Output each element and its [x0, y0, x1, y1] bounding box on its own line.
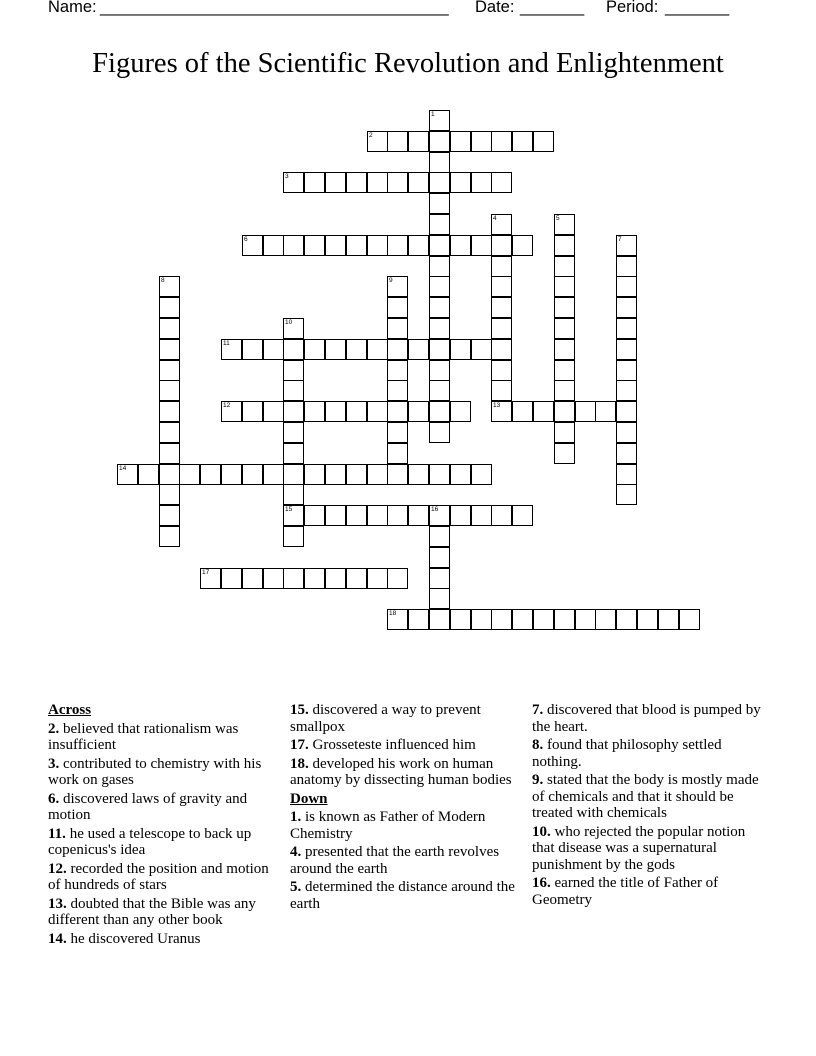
clue-across-13: 13. doubted that the Bible was any different than any other book	[48, 895, 256, 928]
crossword-cell[interactable]	[450, 505, 471, 526]
crossword-cell[interactable]	[387, 318, 408, 339]
crossword-cell[interactable]	[159, 339, 180, 360]
crossword-cell[interactable]	[283, 464, 304, 485]
crossword-cell[interactable]	[429, 256, 450, 277]
crossword-cell[interactable]	[471, 235, 492, 256]
clue-down-5: 5. determined the distance around the earth	[290, 879, 515, 912]
crossword-cell[interactable]	[263, 235, 284, 256]
clue-down-1: 1. is known as Father of Modern Chemistry	[290, 809, 486, 842]
crossword-cell[interactable]	[263, 568, 284, 589]
crossword-cell[interactable]	[283, 526, 304, 547]
crossword-cell[interactable]	[429, 401, 450, 422]
crossword-cell[interactable]	[367, 339, 388, 360]
crossword-cell[interactable]	[595, 401, 616, 422]
crossword-cell[interactable]	[554, 443, 575, 464]
crossword-cell[interactable]	[346, 235, 367, 256]
clue-across-11: 11. he used a telescope to back up copenicus's idea	[48, 825, 252, 858]
clue-number: 1	[431, 111, 435, 118]
crossword-cell[interactable]	[533, 609, 554, 630]
crossword-cell[interactable]	[616, 464, 637, 485]
crossword-cell[interactable]	[491, 360, 512, 381]
crossword-cell[interactable]	[429, 380, 450, 401]
crossword-cell[interactable]	[450, 235, 471, 256]
crossword-cell[interactable]	[616, 401, 637, 422]
crossword-cell[interactable]	[408, 172, 429, 193]
crossword-cell[interactable]	[554, 360, 575, 381]
crossword-cell[interactable]	[491, 131, 512, 152]
page-title: Figures of the Scientific Revolution and Enlightenment	[92, 48, 724, 79]
crossword-cell[interactable]	[387, 609, 408, 630]
crossword-cell[interactable]	[512, 235, 533, 256]
crossword-cell[interactable]	[346, 401, 367, 422]
crossword-cell[interactable]	[429, 152, 450, 173]
crossword-cell[interactable]	[283, 380, 304, 401]
crossword-cell[interactable]	[491, 297, 512, 318]
clue-down-9: 9. stated that the body is mostly made of chemicals and that it should be treated with chemicals	[532, 772, 759, 821]
crossword-cell[interactable]	[387, 380, 408, 401]
clue-down-7: 7. discovered that blood is pumped by the heart.	[532, 702, 761, 735]
crossword-cell[interactable]	[283, 401, 304, 422]
crossword-cell[interactable]	[325, 235, 346, 256]
clue-down-4: 4. presented that the earth revolves around the earth	[290, 844, 500, 877]
clue-number: 4	[493, 215, 497, 222]
crossword-cell[interactable]	[221, 401, 242, 422]
crossword-cell[interactable]	[429, 297, 450, 318]
crossword-cell[interactable]	[471, 609, 492, 630]
crossword-cell[interactable]	[283, 505, 304, 526]
crossword-cell[interactable]	[242, 339, 263, 360]
clue-number: 18	[389, 610, 397, 617]
crossword-cell[interactable]	[471, 131, 492, 152]
crossword-cell[interactable]	[346, 464, 367, 485]
clue-down-10: 10. who rejected the popular notion that disease was a supernatural punishment by the gods	[532, 823, 746, 873]
clue-number: 11	[223, 340, 230, 347]
crossword-cell[interactable]	[325, 172, 346, 193]
crossword-cell[interactable]	[387, 568, 408, 589]
crossword-cell[interactable]	[491, 339, 512, 360]
crossword-cell[interactable]	[450, 172, 471, 193]
crossword-cell[interactable]	[304, 464, 325, 485]
crossword-cell[interactable]	[616, 609, 637, 630]
crossword-cell[interactable]	[491, 401, 512, 422]
clue-number: 8	[161, 277, 165, 284]
crossword-cell[interactable]	[159, 443, 180, 464]
crossword-cell[interactable]	[367, 172, 388, 193]
clue-across-6: 6. discovered laws of gravity and motion	[48, 790, 248, 823]
crossword-cell[interactable]	[429, 110, 450, 131]
crossword-cell[interactable]	[367, 235, 388, 256]
crossword-cell[interactable]	[159, 526, 180, 547]
period-label: Period:	[606, 0, 659, 16]
clue-number: 15	[285, 506, 293, 513]
crossword-cell[interactable]	[367, 464, 388, 485]
crossword-cell[interactable]	[429, 547, 450, 568]
crossword-cell[interactable]	[408, 401, 429, 422]
crossword-cell[interactable]	[221, 464, 242, 485]
crossword-cell[interactable]	[616, 339, 637, 360]
crossword-cell[interactable]	[304, 568, 325, 589]
down-heading: Down	[290, 790, 328, 807]
crossword-cell[interactable]	[325, 339, 346, 360]
clue-number: 5	[556, 215, 560, 222]
crossword-cell[interactable]	[221, 339, 242, 360]
clues-column-2	[290, 702, 526, 914]
crossword-cell[interactable]	[283, 339, 304, 360]
crossword-cell[interactable]	[512, 131, 533, 152]
crossword-cell[interactable]	[304, 505, 325, 526]
clue-across-14: 14. he discovered Uranus	[48, 930, 201, 947]
crossword-cell[interactable]	[554, 276, 575, 297]
crossword-cell[interactable]	[304, 339, 325, 360]
crossword-cell[interactable]	[429, 588, 450, 609]
crossword-cell[interactable]	[471, 464, 492, 485]
crossword-cell[interactable]	[408, 131, 429, 152]
crossword-cell[interactable]	[346, 172, 367, 193]
crossword-cell[interactable]	[429, 464, 450, 485]
crossword-cell[interactable]	[408, 609, 429, 630]
crossword-cell[interactable]	[200, 568, 221, 589]
clue-number: 10	[285, 319, 293, 326]
name-label: Name:	[48, 0, 97, 16]
crossword-cell[interactable]	[429, 609, 450, 630]
crossword-cell[interactable]	[138, 464, 159, 485]
crossword-cell[interactable]	[471, 172, 492, 193]
crossword-cell[interactable]	[533, 131, 554, 152]
crossword-cell[interactable]	[491, 609, 512, 630]
crossword-cell[interactable]	[616, 276, 637, 297]
date-blank[interactable]: _______	[520, 0, 585, 16]
crossword-cell[interactable]	[429, 360, 450, 381]
clue-number: 17	[202, 569, 210, 576]
crossword-cell[interactable]	[450, 401, 471, 422]
crossword-cell[interactable]	[367, 568, 388, 589]
across-heading: Across	[48, 702, 92, 718]
crossword-cell[interactable]	[242, 464, 263, 485]
crossword-cell[interactable]	[387, 505, 408, 526]
crossword-cell[interactable]	[512, 401, 533, 422]
crossword-cell[interactable]	[491, 235, 512, 256]
crossword-cell[interactable]	[159, 318, 180, 339]
crossword-cell[interactable]	[554, 318, 575, 339]
crossword-cell[interactable]	[325, 401, 346, 422]
clue-down-16: 16. earned the title of Father of Geometry	[532, 875, 719, 908]
crossword-cell[interactable]	[283, 172, 304, 193]
crossword-cell[interactable]	[616, 422, 637, 443]
crossword-cell[interactable]	[554, 339, 575, 360]
crossword-cell[interactable]	[429, 318, 450, 339]
crossword-cell[interactable]	[283, 443, 304, 464]
crossword-cell[interactable]	[554, 422, 575, 443]
crossword-cell[interactable]	[367, 401, 388, 422]
crossword-cell[interactable]	[491, 172, 512, 193]
crossword-cell[interactable]	[159, 464, 180, 485]
crossword-cell[interactable]	[117, 464, 138, 485]
crossword-cell[interactable]	[533, 401, 554, 422]
crossword-cell[interactable]	[283, 422, 304, 443]
clue-number: 12	[223, 402, 231, 409]
crossword-cell[interactable]	[429, 505, 450, 526]
crossword-cell[interactable]	[283, 235, 304, 256]
crossword-cell[interactable]	[325, 505, 346, 526]
crossword-cell[interactable]	[325, 464, 346, 485]
crossword-cell[interactable]	[429, 339, 450, 360]
clue-across-15: 15. discovered a way to prevent smallpox	[290, 702, 481, 735]
crossword-cell[interactable]	[408, 339, 429, 360]
crossword-cell[interactable]	[575, 609, 596, 630]
crossword-cell[interactable]	[387, 339, 408, 360]
crossword-cell[interactable]	[242, 568, 263, 589]
crossword-cell[interactable]	[387, 360, 408, 381]
crossword-cell[interactable]	[471, 339, 492, 360]
crossword-cell[interactable]	[616, 360, 637, 381]
crossword-cell[interactable]	[346, 339, 367, 360]
crossword-cell[interactable]	[429, 131, 450, 152]
clue-number: 16	[431, 506, 439, 513]
clue-across-17: 17. Grosseteste influenced him	[290, 737, 476, 753]
crossword-cell[interactable]	[616, 443, 637, 464]
crossword-cell[interactable]	[221, 568, 242, 589]
crossword-cell[interactable]	[616, 318, 637, 339]
crossword-cell[interactable]	[283, 360, 304, 381]
crossword-cell[interactable]	[304, 235, 325, 256]
clues-column-1	[48, 702, 284, 949]
crossword-cell[interactable]	[491, 276, 512, 297]
crossword-cell[interactable]	[242, 235, 263, 256]
crossword-cell[interactable]	[491, 505, 512, 526]
crossword-cell[interactable]	[554, 235, 575, 256]
crossword-cell[interactable]	[616, 484, 637, 505]
crossword-cell[interactable]	[595, 609, 616, 630]
clues-column-3	[532, 702, 768, 910]
crossword-cell[interactable]	[387, 443, 408, 464]
clue-number: 2	[369, 132, 373, 139]
crossword-cell[interactable]	[325, 568, 346, 589]
crossword-cell[interactable]	[159, 380, 180, 401]
crossword-cell[interactable]	[429, 235, 450, 256]
crossword-cell[interactable]	[429, 172, 450, 193]
crossword-cell[interactable]	[367, 505, 388, 526]
crossword-cell[interactable]	[554, 297, 575, 318]
crossword-cell[interactable]	[346, 505, 367, 526]
crossword-cell[interactable]	[159, 484, 180, 505]
crossword-cell[interactable]	[429, 193, 450, 214]
crossword-cell[interactable]	[200, 464, 221, 485]
crossword-cell[interactable]	[616, 380, 637, 401]
clue-across-12: 12. recorded the position and motion of hundreds of stars	[48, 860, 269, 893]
crossword-cell[interactable]	[554, 380, 575, 401]
crossword-cell[interactable]	[491, 214, 512, 235]
crossword-cell[interactable]	[429, 568, 450, 589]
crossword-cell[interactable]	[367, 131, 388, 152]
crossword-cell[interactable]	[491, 318, 512, 339]
clue-number: 14	[119, 465, 127, 472]
crossword-cell[interactable]	[387, 276, 408, 297]
crossword-cell[interactable]	[429, 526, 450, 547]
crossword-cell[interactable]	[159, 360, 180, 381]
crossword-cell[interactable]	[263, 464, 284, 485]
crossword-cell[interactable]	[679, 609, 700, 630]
crossword-cell[interactable]	[429, 276, 450, 297]
clue-number: 6	[244, 236, 248, 243]
crossword-cell[interactable]	[159, 422, 180, 443]
crossword-cell[interactable]	[658, 609, 679, 630]
crossword-cell[interactable]	[429, 422, 450, 443]
crossword-cell[interactable]	[450, 609, 471, 630]
clue-number: 9	[389, 277, 393, 284]
name-blank[interactable]: ______________________________________	[100, 0, 449, 16]
crossword-cell[interactable]	[616, 256, 637, 277]
crossword-cell[interactable]	[179, 464, 200, 485]
crossword-cell[interactable]	[387, 235, 408, 256]
crossword-cell[interactable]	[283, 318, 304, 339]
crossword-cell[interactable]	[491, 256, 512, 277]
date-label: Date:	[475, 0, 515, 16]
crossword-cell[interactable]	[616, 235, 637, 256]
crossword-cell[interactable]	[554, 256, 575, 277]
crossword-cell[interactable]	[554, 401, 575, 422]
crossword-cell[interactable]	[616, 297, 637, 318]
crossword-cell[interactable]	[159, 401, 180, 422]
clue-number: 3	[285, 173, 289, 180]
crossword-cell[interactable]	[387, 172, 408, 193]
crossword-cell[interactable]	[283, 568, 304, 589]
crossword-cell[interactable]	[450, 131, 471, 152]
crossword-cell[interactable]	[387, 131, 408, 152]
clue-across-3: 3. contributed to chemistry with his work on gases	[48, 755, 262, 788]
crossword-cell[interactable]	[387, 297, 408, 318]
crossword-cell[interactable]	[408, 505, 429, 526]
crossword-cell[interactable]	[159, 297, 180, 318]
period-blank[interactable]: _______	[665, 0, 730, 16]
crossword-cell[interactable]	[159, 276, 180, 297]
clue-down-8: 8. found that philosophy settled nothing.	[532, 737, 722, 770]
crossword-cell[interactable]	[637, 609, 658, 630]
crossword-cell[interactable]	[554, 609, 575, 630]
crossword-cell[interactable]	[159, 505, 180, 526]
crossword-cell[interactable]	[283, 484, 304, 505]
crossword-cell[interactable]	[512, 505, 533, 526]
crossword-cell[interactable]	[450, 339, 471, 360]
crossword-cell[interactable]	[346, 568, 367, 589]
crossword-cell[interactable]	[304, 401, 325, 422]
crossword-cell[interactable]	[304, 172, 325, 193]
crossword-cell[interactable]	[387, 401, 408, 422]
crossword-cell[interactable]	[263, 401, 284, 422]
clue-number: 13	[493, 402, 501, 409]
crossword-cell[interactable]	[263, 339, 284, 360]
crossword-cell[interactable]	[491, 380, 512, 401]
crossword-cell[interactable]	[429, 214, 450, 235]
clue-across-2: 2. believed that rationalism was insufficient	[48, 720, 239, 753]
clue-number: 7	[618, 236, 622, 243]
crossword-cell[interactable]	[450, 464, 471, 485]
clue-across-18: 18. developed his work on human anatomy by dissecting human bodies	[290, 755, 512, 788]
crossword-cell[interactable]	[408, 235, 429, 256]
crossword-cell[interactable]	[575, 401, 596, 422]
crossword-cell[interactable]	[387, 422, 408, 443]
crossword-cell[interactable]	[554, 214, 575, 235]
crossword-cell[interactable]	[242, 401, 263, 422]
crossword-cell[interactable]	[408, 464, 429, 485]
crossword-cell[interactable]	[387, 464, 408, 485]
crossword-cell[interactable]	[512, 609, 533, 630]
crossword-cell[interactable]	[471, 505, 492, 526]
